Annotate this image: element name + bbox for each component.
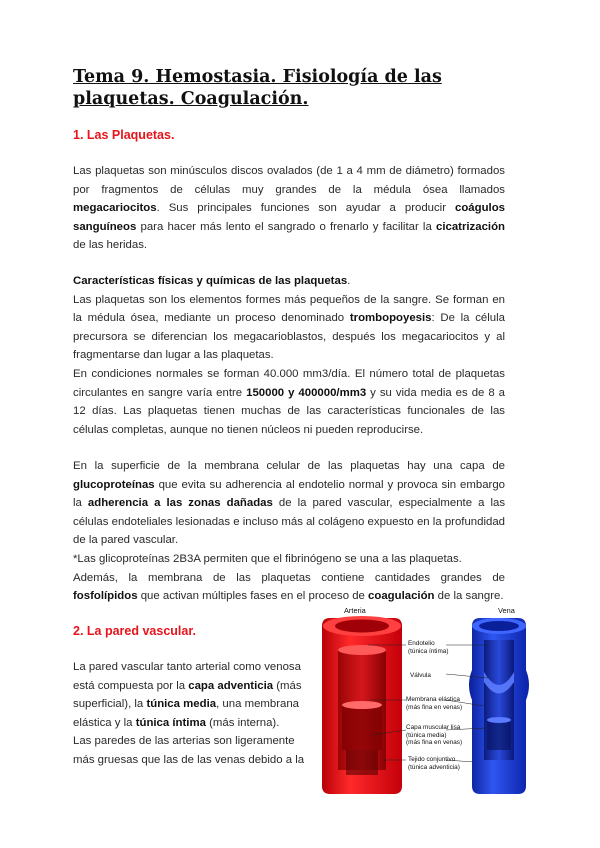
label-tejido-conjuntivo: Tejido conjuntivo (túnica adventicia) — [408, 756, 460, 771]
paragraph-caracteristicas: Características físicas y químicas de las plaquetas. Las plaquetas son los elementos formes más pequeños de la sangre. Se forman en la médula ósea, mediante un proceso denominado trombopoyesis: De la célula precursora se diferencian los megacarioblastos, después los megacariocitos y al fragmentarse dan lugar a las plaquetas. En condiciones normales se forman 40.000 mm3/día. El número total de plaquetas circulantes en sangre varía entre 150000 y 400000/mm3 y su vida media es de 8 a 12 días. Las plaquetas tienen muchas de las características funcionales de las células completas, aunque no tienen núcleos ni pueden reproducirse. — [73, 275, 505, 436]
vein-label: Vena — [498, 606, 515, 615]
label-capa-muscular: Capa muscular lisa (túnica media) (más fina en venas) — [406, 724, 463, 746]
vein-shape — [469, 618, 529, 794]
paragraph-pared-vascular: La pared vascular tanto arterial como venosa está compuesta por la capa adventicia (más superficial), la túnica media, una membrana elástica y la túnica íntima (más interna). Las paredes de las arterias son ligeramente más gruesas que las de las venas debido a la — [73, 661, 305, 766]
artery-shape — [322, 616, 402, 794]
paragraph-plaquetas-intro: Las plaquetas son minúsculos discos ovalados (de 1 a 4 mm de diámetro) formados por fragmentos de células muy grandes de la médula ósea llamados megacariocitos. Sus principales funciones son ayudar a producir coágulos sanguíneos para hacer más lento el sangrado o frenarlo y facilitar la cicatrización de las heridas. — [73, 165, 505, 252]
section-heading-pared-vascular: 2. La pared vascular. — [73, 624, 196, 638]
section-heading-plaquetas: 1. Las Plaquetas. — [73, 128, 175, 142]
artery-label: Arteria — [344, 606, 366, 615]
label-membrana-elastica: Membrana elástica (más fina en venas) — [406, 696, 463, 711]
label-valvula: Válvula — [410, 672, 431, 679]
artery-vein-illustration — [322, 606, 532, 794]
subheading-caracteristicas: Características físicas y químicas de las plaquetas — [73, 275, 348, 287]
page-title: Tema 9. Hemostasia. Fisiología de las plaquetas. Coagulación. — [73, 67, 442, 109]
paragraph-membrana: En la superficie de la membrana celular de las plaquetas hay una capa de glucoproteínas que evita su adherencia al endotelio normal y provoca sin embargo la adherencia a las zonas dañadas de la pared vascular, especialmente a las células endoteliales lesionadas e incluso más al colágeno expuesto en la profundidad de la pared vascular. *Las glicoproteínas 2B3A permiten que el fibrinógeno se una a las plaquetas. Además, la membrana de las plaquetas contiene cantidades grandes de fosfolípidos que activan múltiples fases en el proceso de coagulación de la sangre. — [73, 460, 506, 603]
label-endotelio: Endotelio (túnica íntima) — [408, 640, 449, 655]
